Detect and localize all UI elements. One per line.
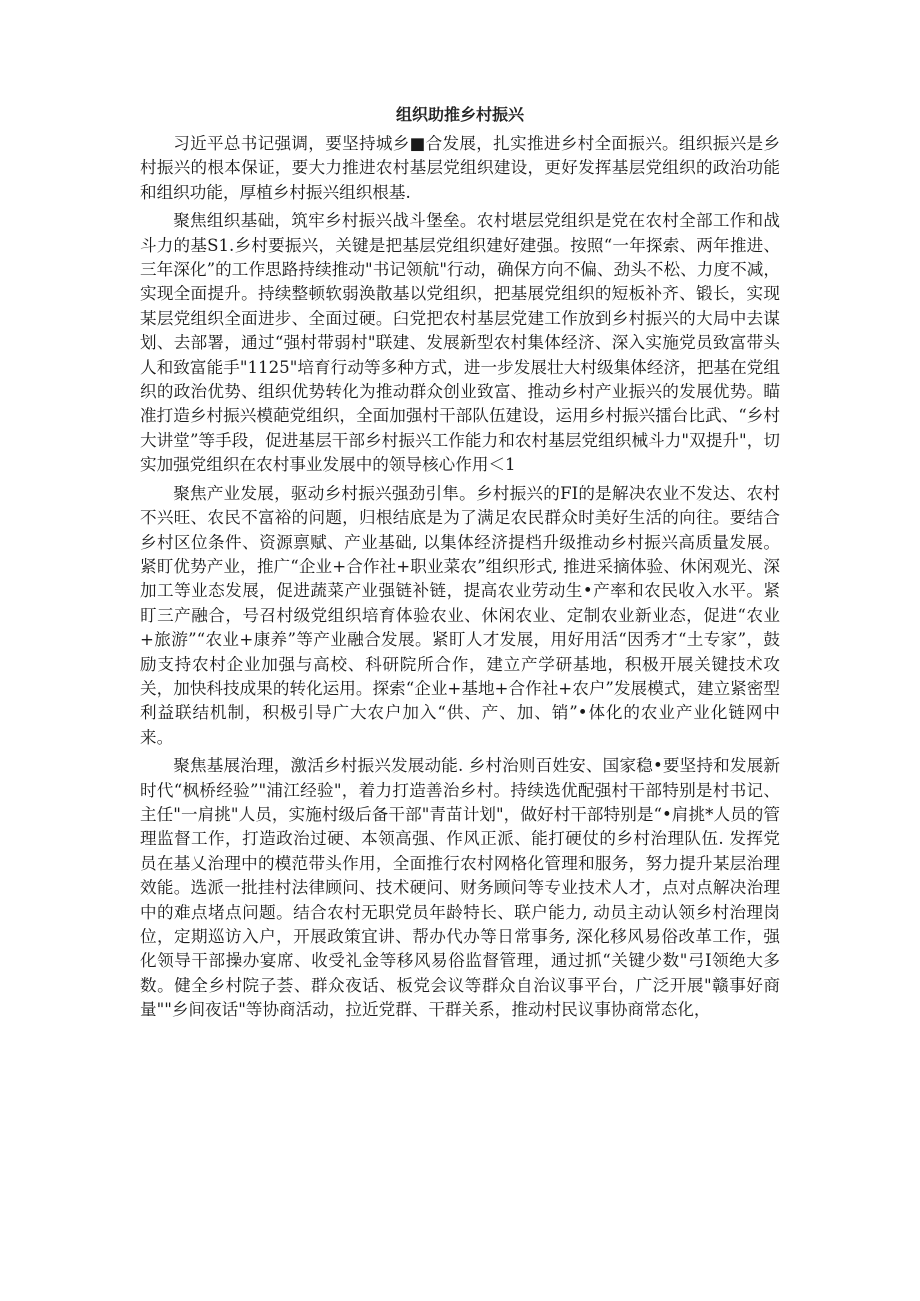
paragraph-organization: 聚焦组织基础，筑牢乡村振兴战斗堡垒。农村堪层党组织是党在农村全部工作和战斗力的基S1.乡村要振兴，关键是把基层党组织建好建强。按照“一年探索、两年推进、三年深化”的工作思路持续推动"书记领航"行动，确保方向不偏、劲头不松、力度不减，实现全面提升。持续整顿软弱涣散基以党组织，把基展党组织的短板补齐、锻长，实现某层党组织全面进步、全面过硬。臼党把农村基层党建工作放到乡村振兴的大局中去谋划、去部署，通过“强村带弱村"联建、发展新型农村集体经济、深入实施党员致富带头人和致富能手"1125"培育行动等多种方式，进一步发展壮大村级集体经济，把基在党组织的政治优势、组织优势转化为推动群众创业致富、推动乡村产业振兴的发展优势。瞄准打造乡村振兴模葩党组织，全面加强村干部队伍建设，运用乡村振兴擂台比武、“乡村大讲堂”等手段，促进基层干部乡村振兴工作能力和农村基层党组织械斗力"双提升"，切实加强党组织在农村事业发展中的领导核心作用＜1 xyxy=(140,211,780,475)
paragraph-governance: 聚焦基展治理，激活乡村振兴发展动能. 乡村治则百姓安、国家稳•要坚持和发展新时代“枫桥经验”"浦江经验"，着力打造善治乡村。持续选优配强村干部特别是村书记、主任"一肩挑"人员，实施村级后备干部"青苗计划"，做好村干部特别是“•肩挑*人员的管理监督工作，打造政治过硬、本领高强、作风正派、能打硬仗的乡村治理队伍. 发挥党员在基乂治理中的模范带头作用，全面推行农村网格化管理和服务，努力提升某层治理效能。选派一批挂村法律顾问、技术硬问、财务顾问等专业技术人才，点对点解决治理中的难点堵点问题。结合农村无职党员年龄特长、联户能力, 动员主动认领乡村治理岗位，定期巡访入户，开展政策宜讲、帮办代办等日常事务, 深化移风易俗改革工作，强化领导干部操办宴席、收受礼金等移风易俗监督管理，通过抓“关键少数"弓I领绝大多数。健全乡村院子荟、群众夜话、板党会议等群众自治议事平台，广泛开展"赣事好商量""乡间夜话"等协商活动，拉近党群、干群关系，推动村民议事协商常态化， xyxy=(140,756,780,1020)
document-body xyxy=(140,132,780,1027)
document-title: 组织助推乡村振兴 xyxy=(395,105,524,124)
paragraph-intro: 习近平总书记强调，要坚持城乡■合发展，扎实推进乡村全面振兴。组织振兴是乡村振兴的根本保证，要大力推进农村基层党组织建设，更好发挥基层党组织的政治功能和组织功能，厚植乡村振兴组织根基. xyxy=(140,134,780,202)
paragraph-industry: 聚焦产业发展，驱动乡村振兴强劲引隼。乡村振兴的FI的是解决农业不发达、农村不兴旺、农民不富裕的问题，归根结底是为了满足农民群众时美好生活的向往。要结合乡村区位条件、资源禀赋、产业基础, 以集体经济提档升级推动乡村振兴高质量发展。紧盯优势产业，推广“企业+合作社+职业菜农”组织形式, 推进采摘体验、休闲观光、深加工等业态发展，促进蔬菜产业强链补链，提高农业劳动生•产率和农民收入水平。紧盯三产融合，号召村级党组织培育体验农业、休闲农业、定制农业新业态，促进“农业+旅游”“农业+康养”等产业融合发展。紧盯人才发展，用好用活“因秀才“土专家”，鼓励支持农村企业加强与高校、科研院所合作，建立产学研基地，积极开展关键技术攻关，加快科技成果的转化运用。探索“企业+基地+合作社+农户”发展模式，建立紧密型利益联结机制，积极引导广大农户加入“供、产、加、销”•体化的农业产业化链网中来。 xyxy=(140,483,780,747)
